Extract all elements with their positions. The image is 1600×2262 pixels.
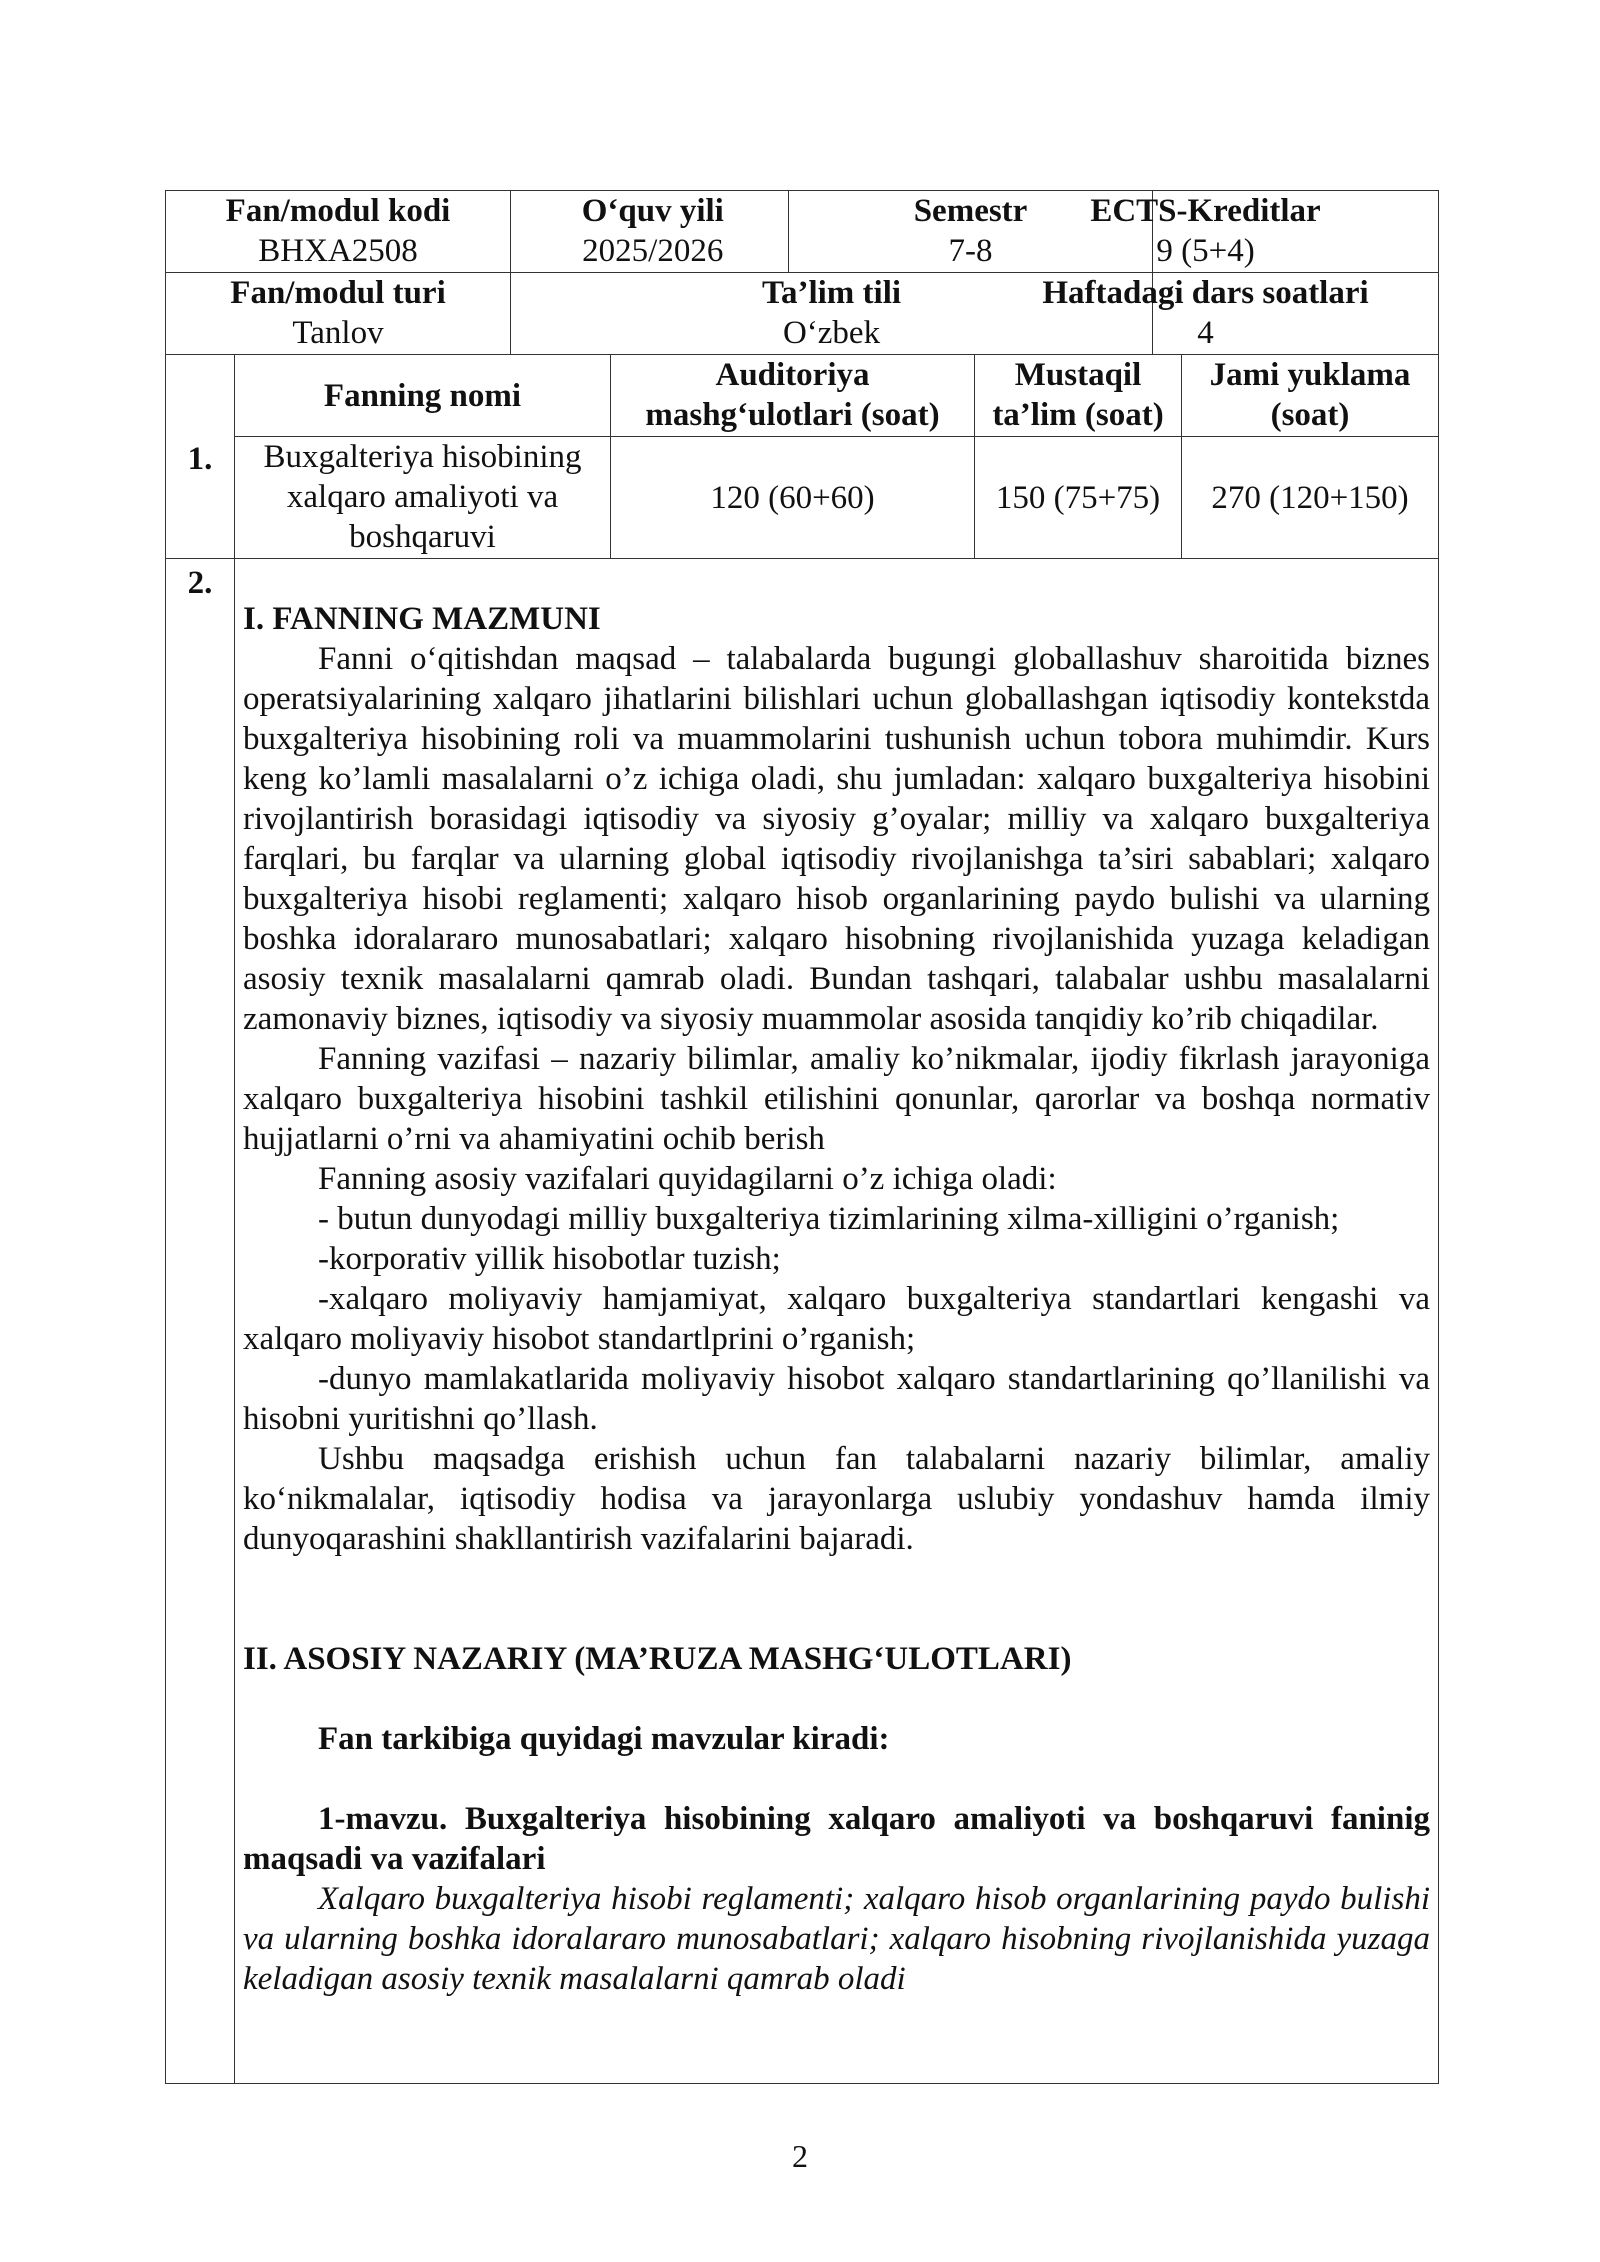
task-paragraph: Fanning vazifasi – nazariy bilimlar, amaliy ko’nikmalar, ijodiy fikrlash jarayoniga xalqaro buxgalteriya hisobini tashkil etilishini qonunlar, qarorlar va boshqa normativ hujjatlarni o’rni va ahamiyatini ochib berish <box>243 1041 1430 1157</box>
topic-1-title: 1-mavzu. Buxgalteriya hisobining xalqaro amaliyoti va boshqaruvi faninig maqsadi va vazifalari <box>243 1801 1430 1877</box>
academic-year-value: 2025/2026 <box>582 233 724 269</box>
academic-year-cell <box>511 191 724 273</box>
independent-header-line1: Mustaqil <box>1014 357 1142 393</box>
course-name-line3: boshqaruvi <box>349 519 496 555</box>
academic-year-label: O‘quv yili <box>581 193 724 229</box>
weekly-hours-cell <box>1042 273 1439 355</box>
topics-intro: Fan tarkibiga quyidagi mavzular kiradi: <box>318 1721 890 1757</box>
semester-value: 7-8 <box>948 233 993 269</box>
ects-label: ECTS-Kreditlar <box>1090 193 1321 229</box>
weekly-hours-value: 4 <box>1197 315 1214 351</box>
task-item-1: - butun dunyodagi milliy buxgalteriya tizimlarining xilma-xilligini o’rganish; <box>318 1201 1340 1237</box>
module-type-cell <box>166 273 511 355</box>
module-type-label: Fan/modul turi <box>230 275 446 311</box>
task-item-2: -korporativ yillik hisobotlar tuzish; <box>318 1241 781 1277</box>
ects-cell <box>1090 191 1439 273</box>
auditory-header-line2: mashg‘ulotlari (soat) <box>645 397 940 433</box>
section1-header-row <box>166 355 1439 437</box>
section2-row <box>166 559 1439 2084</box>
section1-number: 1. <box>166 355 235 559</box>
independent-hours-value: 150 (75+75) <box>975 437 1182 559</box>
content-heading: I. FANNING MAZMUNI <box>243 601 601 637</box>
auditory-header-line1: Auditoriya <box>715 357 870 393</box>
main-tasks-intro: Fanning asosiy vazifalari quyidagilarni o’z ichiga oladi: <box>318 1161 1057 1197</box>
topic-1-text: Xalqaro buxgalteriya hisobi reglamenti; xalqaro hisob organlarining paydo bulishi va ularning boshka idoralararo munosabatlari; xalqaro hisobning rivojlanishida yuzaga keladigan asosiy texnik masalalarni qamrab oladi <box>243 1881 1430 1997</box>
section1-value-row <box>166 437 1439 559</box>
ects-value: 9 (5+4) <box>1156 233 1255 269</box>
course-content-table <box>165 354 1439 2084</box>
auditory-hours-value: 120 (60+60) <box>611 437 975 559</box>
semester-label: Semestr <box>913 193 1028 229</box>
task-item-3: -xalqaro moliyaviy hamjamiyat, xalqaro buxgalteriya standartlari kengashi va xalqaro moliyaviy hisobot standartlprini o’rganish; <box>243 1281 1430 1357</box>
goal-paragraph: Fanni o‘qitishdan maqsad – talabalarda bugungi globallashuv sharoitida biznes operatsiyalarining xalqaro jihatlarini bilishlari uchun globallashgan iqtisodiy kontekstda buxgalteriya hisobining roli va muammolarini tushunish uchun tobora muhimdir. Kurs keng ko’lamli masalalarni o’z ichiga oladi, shu jumladan: xalqaro buxgalteriya hisobini rivojlantirish borasidagi iqtisodiy va siyosiy g’oyalar; milliy va xalqaro buxgalteriya farqlari, bu farqlar va ularning global iqtisodiy rivojlanishga ta’siri sabablari; xalqaro buxgalteriya hisobi reglamenti; xalqaro hisob organlarining paydo bulishi va ularning boshka idoralararo munosabatlari; xalqaro hisobning rivojlanishida yuzaga keladigan asosiy texnik masalalarni qamrab oladi. Bundan tashqari, talabalar ushbu masalalarni zamonaviy biznes, iqtisodiy va siyosiy muammolar asosida tanqidiy ko’rib chiqadilar. <box>243 641 1430 1037</box>
course-name-header: Fanning nomi <box>235 355 611 437</box>
module-code-value: BHXA2508 <box>258 233 418 269</box>
lectures-heading: II. ASOSIY NAZARIY (MA’RUZA MASHG‘ULOTLARI) <box>243 1641 1072 1677</box>
header-row-1 <box>166 191 1439 273</box>
total-load-header-line1: Jami yuklama <box>1209 357 1411 393</box>
weekly-hours-label: Haftadagi dars soatlari <box>1042 275 1369 311</box>
course-name-line2: xalqaro amaliyoti va <box>286 479 559 515</box>
task-item-4: -dunyo mamlakatlarida moliyaviy hisobot xalqaro standartlarining qo’llanilishi va hisobni yuritishni qo’llash. <box>243 1361 1430 1437</box>
conclusion-paragraph: Ushbu maqsadga erishish uchun fan talabalarni nazariy bilimlar, amaliy ko‘nikmalalar, iqtisodiy hodisa va jarayonlarga uslubiy yondashuv hamda ilmiy dunyoqarashini shakllantirish vazifalarini bajaradi. <box>243 1441 1430 1557</box>
language-value: O‘zbek <box>782 315 881 351</box>
course-name-value <box>235 437 611 559</box>
section2-number: 2. <box>166 559 235 2084</box>
module-code-label: Fan/modul kodi <box>225 193 451 229</box>
module-type-value: Tanlov <box>292 315 384 351</box>
total-load-value: 270 (120+150) <box>1182 437 1439 559</box>
course-description-cell <box>235 559 1439 2084</box>
independent-header-line2: ta’lim (soat) <box>992 397 1164 433</box>
course-name-line1: Buxgalteriya hisobining <box>263 439 582 475</box>
page-number: 2 <box>792 2138 808 2174</box>
module-code-cell <box>166 191 511 273</box>
independent-header <box>975 355 1182 437</box>
language-label: Ta’lim tili <box>761 275 902 311</box>
total-load-header-line2: (soat) <box>1270 397 1350 433</box>
auditory-header <box>611 355 975 437</box>
total-load-header <box>1182 355 1439 437</box>
course-info-table <box>165 190 1439 355</box>
header-row-2 <box>166 273 1439 355</box>
